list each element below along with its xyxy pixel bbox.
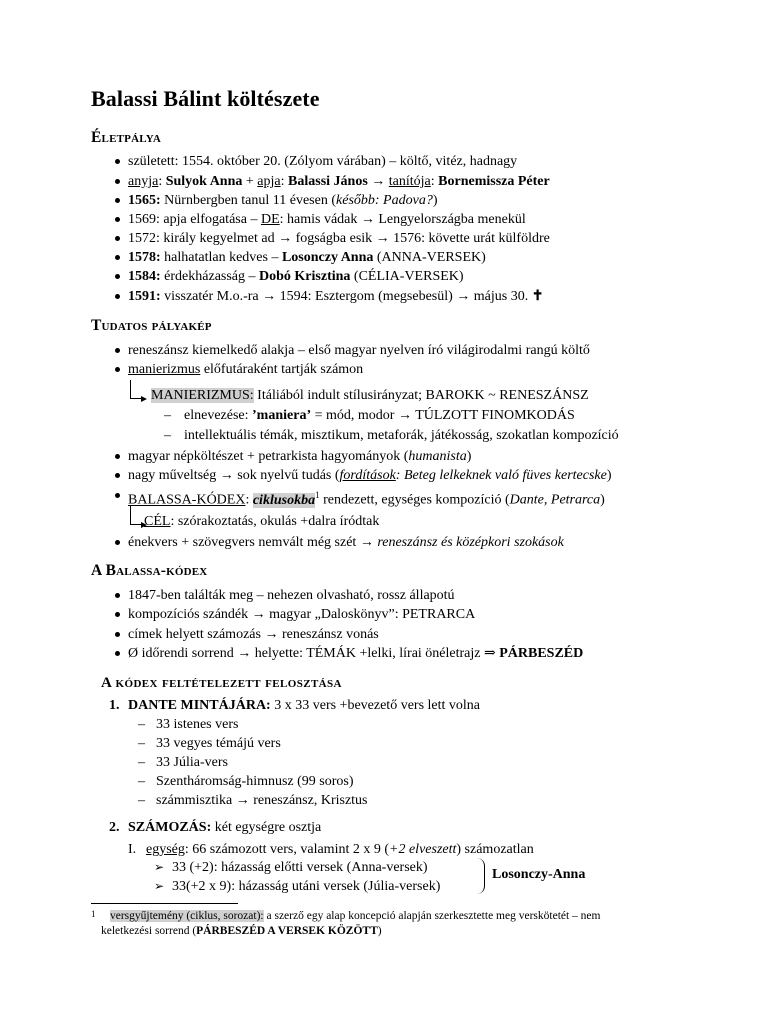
item-text: 1591:	[128, 289, 161, 304]
item-text: apja	[257, 174, 281, 189]
item-text: énekvers + szövegvers nemvált még szét →	[128, 535, 378, 550]
item-text: (CÉLIA-VERSEK)	[350, 269, 464, 284]
item-text: halhatatlan kedves –	[160, 250, 282, 265]
item-text: elnevezése:	[184, 408, 253, 423]
page-title: Balassi Bálint költészete	[91, 86, 320, 111]
item-number: 2.	[109, 820, 120, 835]
item-text: )	[466, 449, 472, 464]
item-text: )	[606, 468, 612, 483]
bullet-icon	[115, 473, 120, 478]
bullet-icon	[115, 274, 120, 279]
item-text: 1584:	[128, 269, 161, 284]
item-text: 1565:	[128, 193, 161, 208]
item-text: (ANNA-VERSEK)	[373, 250, 486, 265]
arrow-bullet-icon: ➢	[154, 879, 165, 893]
item-text: 33 Júlia-vers	[156, 755, 228, 770]
bullet-icon	[115, 593, 120, 598]
dash-icon: –	[138, 717, 145, 732]
bullet-icon	[115, 612, 120, 617]
section-heading-tudatos: Tudatos pályakép	[91, 317, 212, 334]
dash-icon: –	[164, 428, 171, 443]
item-text: :	[158, 174, 166, 189]
bullet-icon	[115, 294, 120, 299]
item-text: érdekházasság –	[160, 269, 260, 284]
item-text: DE	[260, 212, 280, 227]
item-text: Nürnbergben tanul 11 évesen (	[160, 193, 337, 208]
bullet-icon	[115, 179, 120, 184]
highlight-label: versgyűjtemény (ciklus, sorozat):	[110, 910, 264, 922]
item-text: Bornemissza Péter	[438, 174, 550, 189]
bullet-icon	[115, 236, 120, 241]
item-text: visszatér M.o.-ra → 1594: Esztergom (megsebesül) → május 30.	[160, 289, 532, 304]
item-text: anyja	[128, 174, 159, 189]
item-number: 1.	[109, 698, 120, 713]
item-text: 33 vegyes témájú vers	[156, 736, 281, 751]
item-text: Dobó Krisztina	[259, 269, 351, 284]
item-text: számmisztika → reneszánsz, Krisztus	[156, 793, 368, 808]
item-text: ) számozatlan	[456, 842, 534, 857]
item-text: fordítások	[339, 468, 396, 483]
item-text: előfutáraként tartják számon	[200, 362, 364, 377]
footnote-text: )	[377, 925, 382, 937]
bullet-icon	[115, 493, 120, 498]
item-text: Itáliából indult stílusirányzat; BAROKK ~ RENESZÁNSZ	[253, 388, 589, 403]
item-text: 1578:	[128, 250, 161, 265]
brace-label: Losonczy-Anna	[492, 867, 586, 882]
footnote-divider	[91, 903, 238, 904]
dash-icon: –	[164, 408, 171, 423]
item-text: magyar népköltészet + petrarkista hagyományok (	[128, 449, 409, 464]
item-text: ’maniera’	[252, 408, 312, 423]
item-text: két egységre osztja	[211, 820, 322, 835]
item-text: SZÁMOZÁS:	[128, 820, 212, 835]
item-text: DANTE MINTÁJÁRA:	[128, 698, 271, 713]
highlight-label: ciklusokba	[252, 492, 316, 508]
item-text: 33 istenes vers	[156, 717, 239, 732]
footnote-text: PÁRBESZÉD A VERSEK KÖZÖTT	[196, 925, 378, 937]
footnote-line	[110, 909, 600, 924]
item-text: egység	[146, 842, 185, 857]
footnote-ref[interactable]: 1	[315, 490, 320, 500]
footnote-number: 1	[91, 909, 96, 919]
highlight-label: MANIERIZMUS:	[151, 388, 254, 403]
item-text: : hamis vádak → Lengyelországba menekül	[279, 212, 526, 227]
item-text: később: Padova?	[336, 193, 433, 208]
item-text: Dante, Petrarca	[509, 492, 601, 508]
bullet-icon	[115, 255, 120, 260]
bullet-icon	[115, 348, 120, 353]
item-text: : szórakoztatás, okulás +dalra íródtak	[170, 514, 380, 529]
footnote-line	[101, 924, 382, 939]
section-heading-kodex: A Balassa-kódex	[91, 562, 208, 579]
dash-icon: –	[138, 793, 145, 808]
bullet-icon	[115, 217, 120, 222]
bullet-icon	[115, 651, 120, 656]
item-text: manierizmus	[128, 362, 201, 377]
item-text: PÁRBESZÉD	[499, 646, 584, 661]
item-text: )	[600, 492, 605, 508]
footnote-text: keletkezési sorrend (	[101, 925, 197, 937]
item-text: :	[430, 174, 439, 189]
item-text: kompozíciós szándék → magyar „Daloskönyv”: PETRARCA	[128, 607, 476, 622]
arrow-bullet-icon: ➢	[154, 860, 165, 874]
item-text: rendezett, egységes kompozíció (	[319, 492, 510, 508]
dash-icon: –	[138, 755, 145, 770]
item-text: 1572: király kegyelmet ad → fogságba esik → 1576: követte urát külföldre	[128, 231, 550, 246]
item-text: 33(+2 x 9): házasság utáni versek (Júlia-versek)	[172, 879, 441, 894]
item-text: BALASSA-KÓDEX	[128, 492, 246, 508]
item-text: CÉL	[144, 514, 171, 529]
item-text: = mód, modor → TÚLZOTT FINOMKODÁS	[311, 408, 575, 423]
item-text: :	[280, 174, 289, 189]
bullet-icon	[115, 454, 120, 459]
item-text: Szentháromság-himnusz (99 soros)	[156, 774, 354, 789]
item-text: 33 (+2): házasság előtti versek (Anna-versek)	[172, 860, 428, 875]
item-text: : Beteg lelkeknek való füves kertecske	[395, 468, 607, 483]
item-text: született: 1554. október 20. (Zólyom várában) – költő, vitéz, hadnagy	[128, 154, 518, 169]
bullet-icon	[115, 540, 120, 545]
item-text: 1847-ben találták meg – nehezen olvasható, rossz állapotú	[128, 588, 455, 603]
item-text: címek helyett számozás → reneszánsz vonás	[128, 627, 379, 642]
bullet-icon	[115, 367, 120, 372]
bullet-icon	[115, 632, 120, 637]
item-text: reneszánsz kiemelkedő alakja – első magyar nyelven író világirodalmi rangú költő	[128, 343, 590, 358]
item-text: +2 elveszett	[389, 842, 457, 857]
item-text: Ø időrendi sorrend → helyette: TÉMÁK +lelki, lírai önéletrajz ⇒	[128, 646, 500, 661]
dash-icon: –	[138, 774, 145, 789]
item-number: I.	[128, 842, 137, 857]
item-text: +	[242, 174, 258, 189]
item-text: tanítója	[388, 174, 431, 189]
item-text: →	[367, 174, 389, 189]
item-text: : 66 számozott vers, valamint 2 x 9 (	[184, 842, 390, 857]
item-text: )	[432, 193, 438, 208]
item-text: nagy műveltség → sok nyelvű tudás (	[128, 468, 340, 483]
item-text: :	[245, 492, 253, 508]
item-text: Losonczy Anna	[281, 250, 374, 265]
item-text: 3 x 33 vers +bevezető vers lett volna	[270, 698, 481, 713]
item-text: 1569: apja elfogatása –	[128, 212, 261, 227]
item-text: Sulyok Anna	[165, 174, 243, 189]
hook-arrow-icon	[130, 506, 141, 525]
item-text: reneszánsz és középkori szokások	[377, 535, 564, 550]
bullet-icon	[115, 198, 120, 203]
bullet-icon	[115, 159, 120, 164]
section-heading-eletpalya: Életpálya	[91, 129, 162, 146]
hook-arrow-icon	[130, 380, 141, 399]
cross-icon: ✝	[531, 289, 544, 304]
dash-icon: –	[138, 736, 145, 751]
item-text: Balassi János	[288, 174, 368, 189]
item-text: humanista	[408, 449, 467, 464]
subsection-heading-felosztas: A kódex feltételezett felosztása	[101, 675, 342, 691]
item-text: intellektuális témák, misztikum, metaforák, játékosság, szokatlan kompozíció	[184, 428, 619, 443]
curly-brace-icon	[476, 858, 485, 894]
footnote-text: a szerző egy alap koncepció alapján szerkesztette meg verskötetét – nem	[263, 910, 601, 922]
